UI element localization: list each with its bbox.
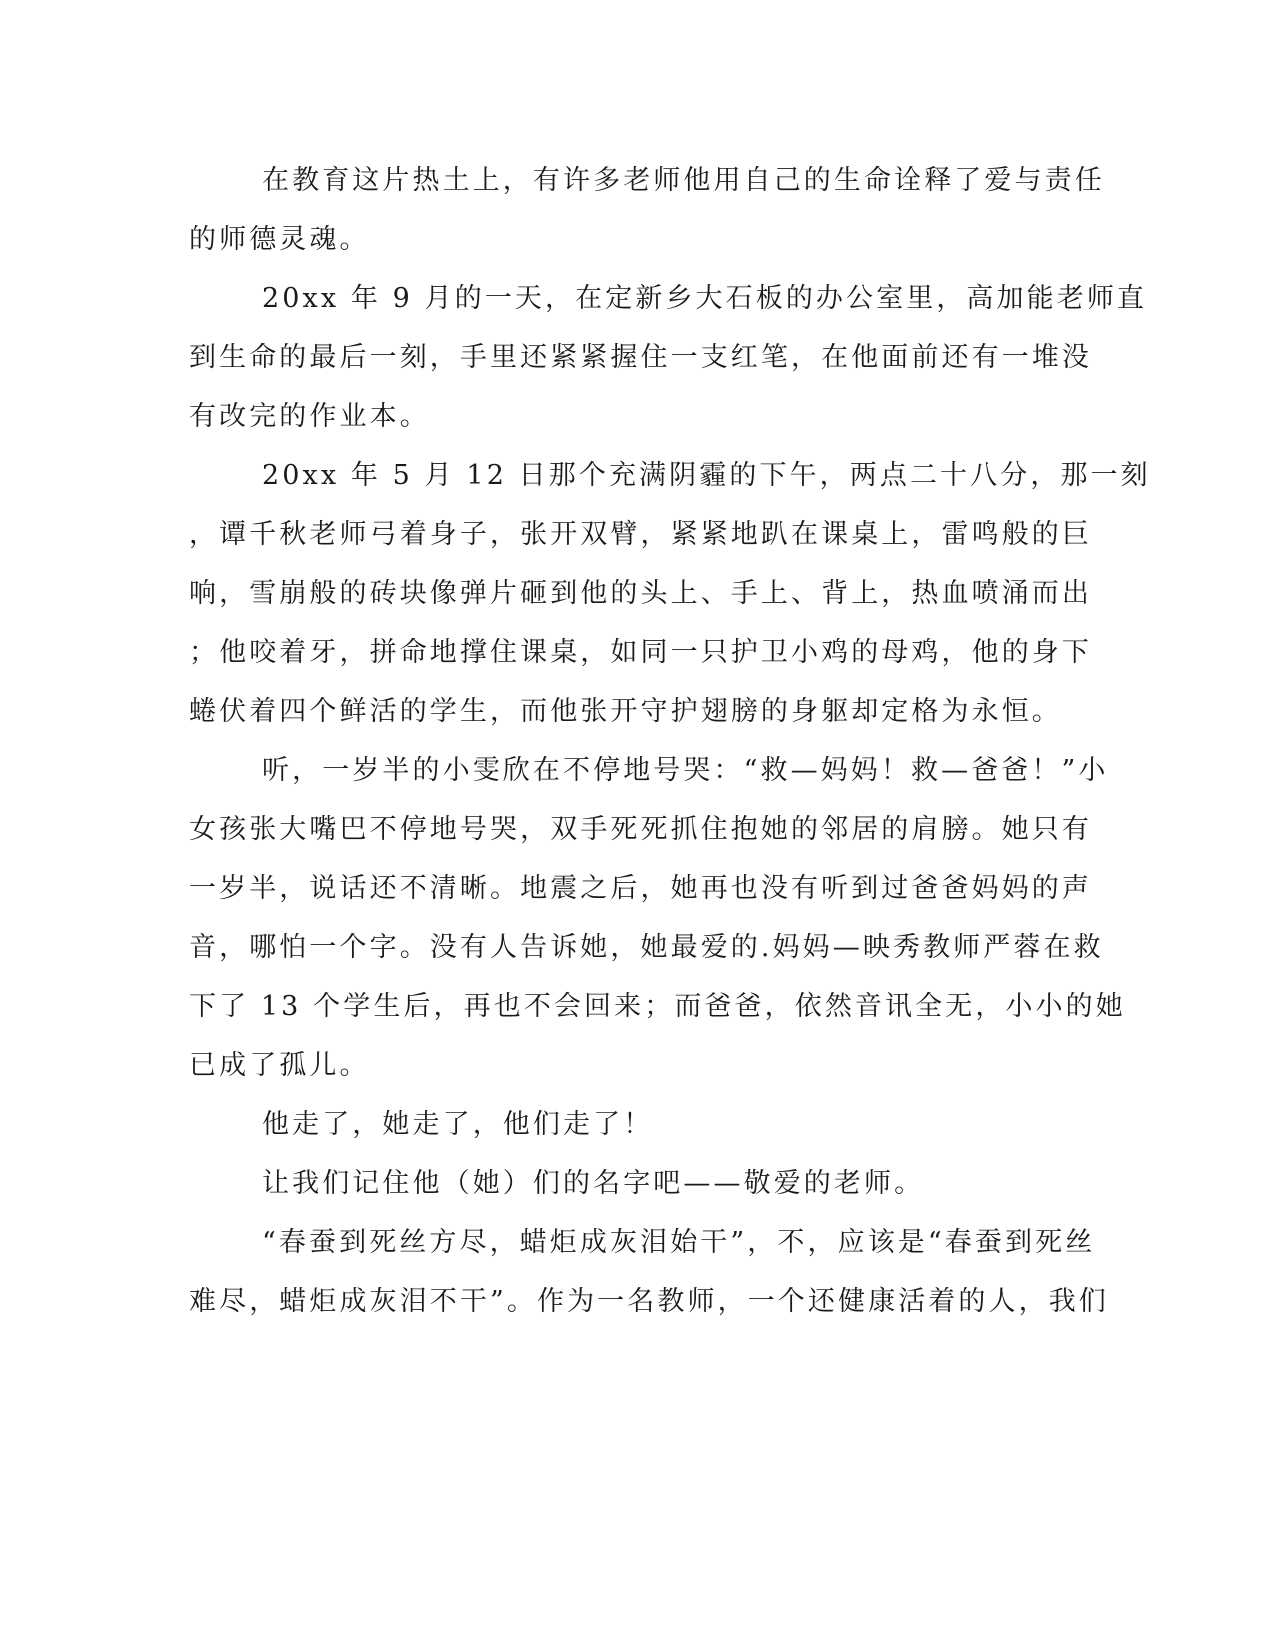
text-line-2: 的师德灵魂。 [189, 224, 370, 255]
text-line-13: 一岁半，说话还不清晰。地震之后，她再也没有听到过爸爸妈妈的声 [189, 873, 1092, 904]
text-line-8: 响，雪崩般的砖块像弹片砸到他的头上、手上、背上，热血喷涌而出 [189, 578, 1092, 609]
text-line-16: 已成了孤儿。 [189, 1050, 370, 1081]
text-line-12: 女孩张大嘴巴不停地号哭，双手死死抓住抱她的邻居的肩膀。她只有 [189, 814, 1092, 845]
text-line-4: 到生命的最后一刻，手里还紧紧握住一支红笔，在他面前还有一堆没 [189, 342, 1092, 373]
text-line-17: 他走了，她走了，他们走了！ [262, 1109, 654, 1140]
text-line-10: 蜷伏着四个鲜活的学生，而他张开守护翅膀的身躯却定格为永恒。 [189, 696, 1062, 727]
text-line-5: 有改完的作业本。 [189, 401, 430, 432]
text-line-18: 让我们记住他（她）们的名字吧——敬爱的老师。 [262, 1168, 925, 1199]
text-line-9: ；他咬着牙，拼命地撑住课桌，如同一只护卫小鸡的母鸡，他的身下 [189, 637, 1092, 668]
text-line-3: 20xx 年 9 月的一天，在定新乡大石板的办公室里，高加能老师直 [262, 283, 1148, 314]
text-line-1: 在教育这片热土上，有许多老师他用自己的生命诠释了爱与责任 [262, 165, 1105, 196]
text-line-7: ，谭千秋老师弓着身子，张开双臂，紧紧地趴在课桌上，雷鸣般的巨 [189, 519, 1092, 550]
text-line-14: 音，哪怕一个字。没有人告诉她，她最爱的.妈妈—映秀教师严蓉在救 [189, 932, 1104, 963]
text-line-20: 难尽，蜡炬成灰泪不干”。作为一名教师，一个还健康活着的人，我们 [189, 1286, 1109, 1317]
text-line-19: “春蚕到死丝方尽，蜡炬成灰泪始干”，不，应该是“春蚕到死丝 [262, 1227, 1096, 1258]
text-line-6: 20xx 年 5 月 12 日那个充满阴霾的下午，两点二十八分，那一刻 [262, 460, 1151, 491]
text-line-11: 听，一岁半的小雯欣在不停地号哭：“救—妈妈！救—爸爸！”小 [262, 755, 1109, 786]
text-line-15: 下了 13 个学生后，再也不会回来；而爸爸，依然音讯全无，小小的她 [189, 991, 1126, 1022]
